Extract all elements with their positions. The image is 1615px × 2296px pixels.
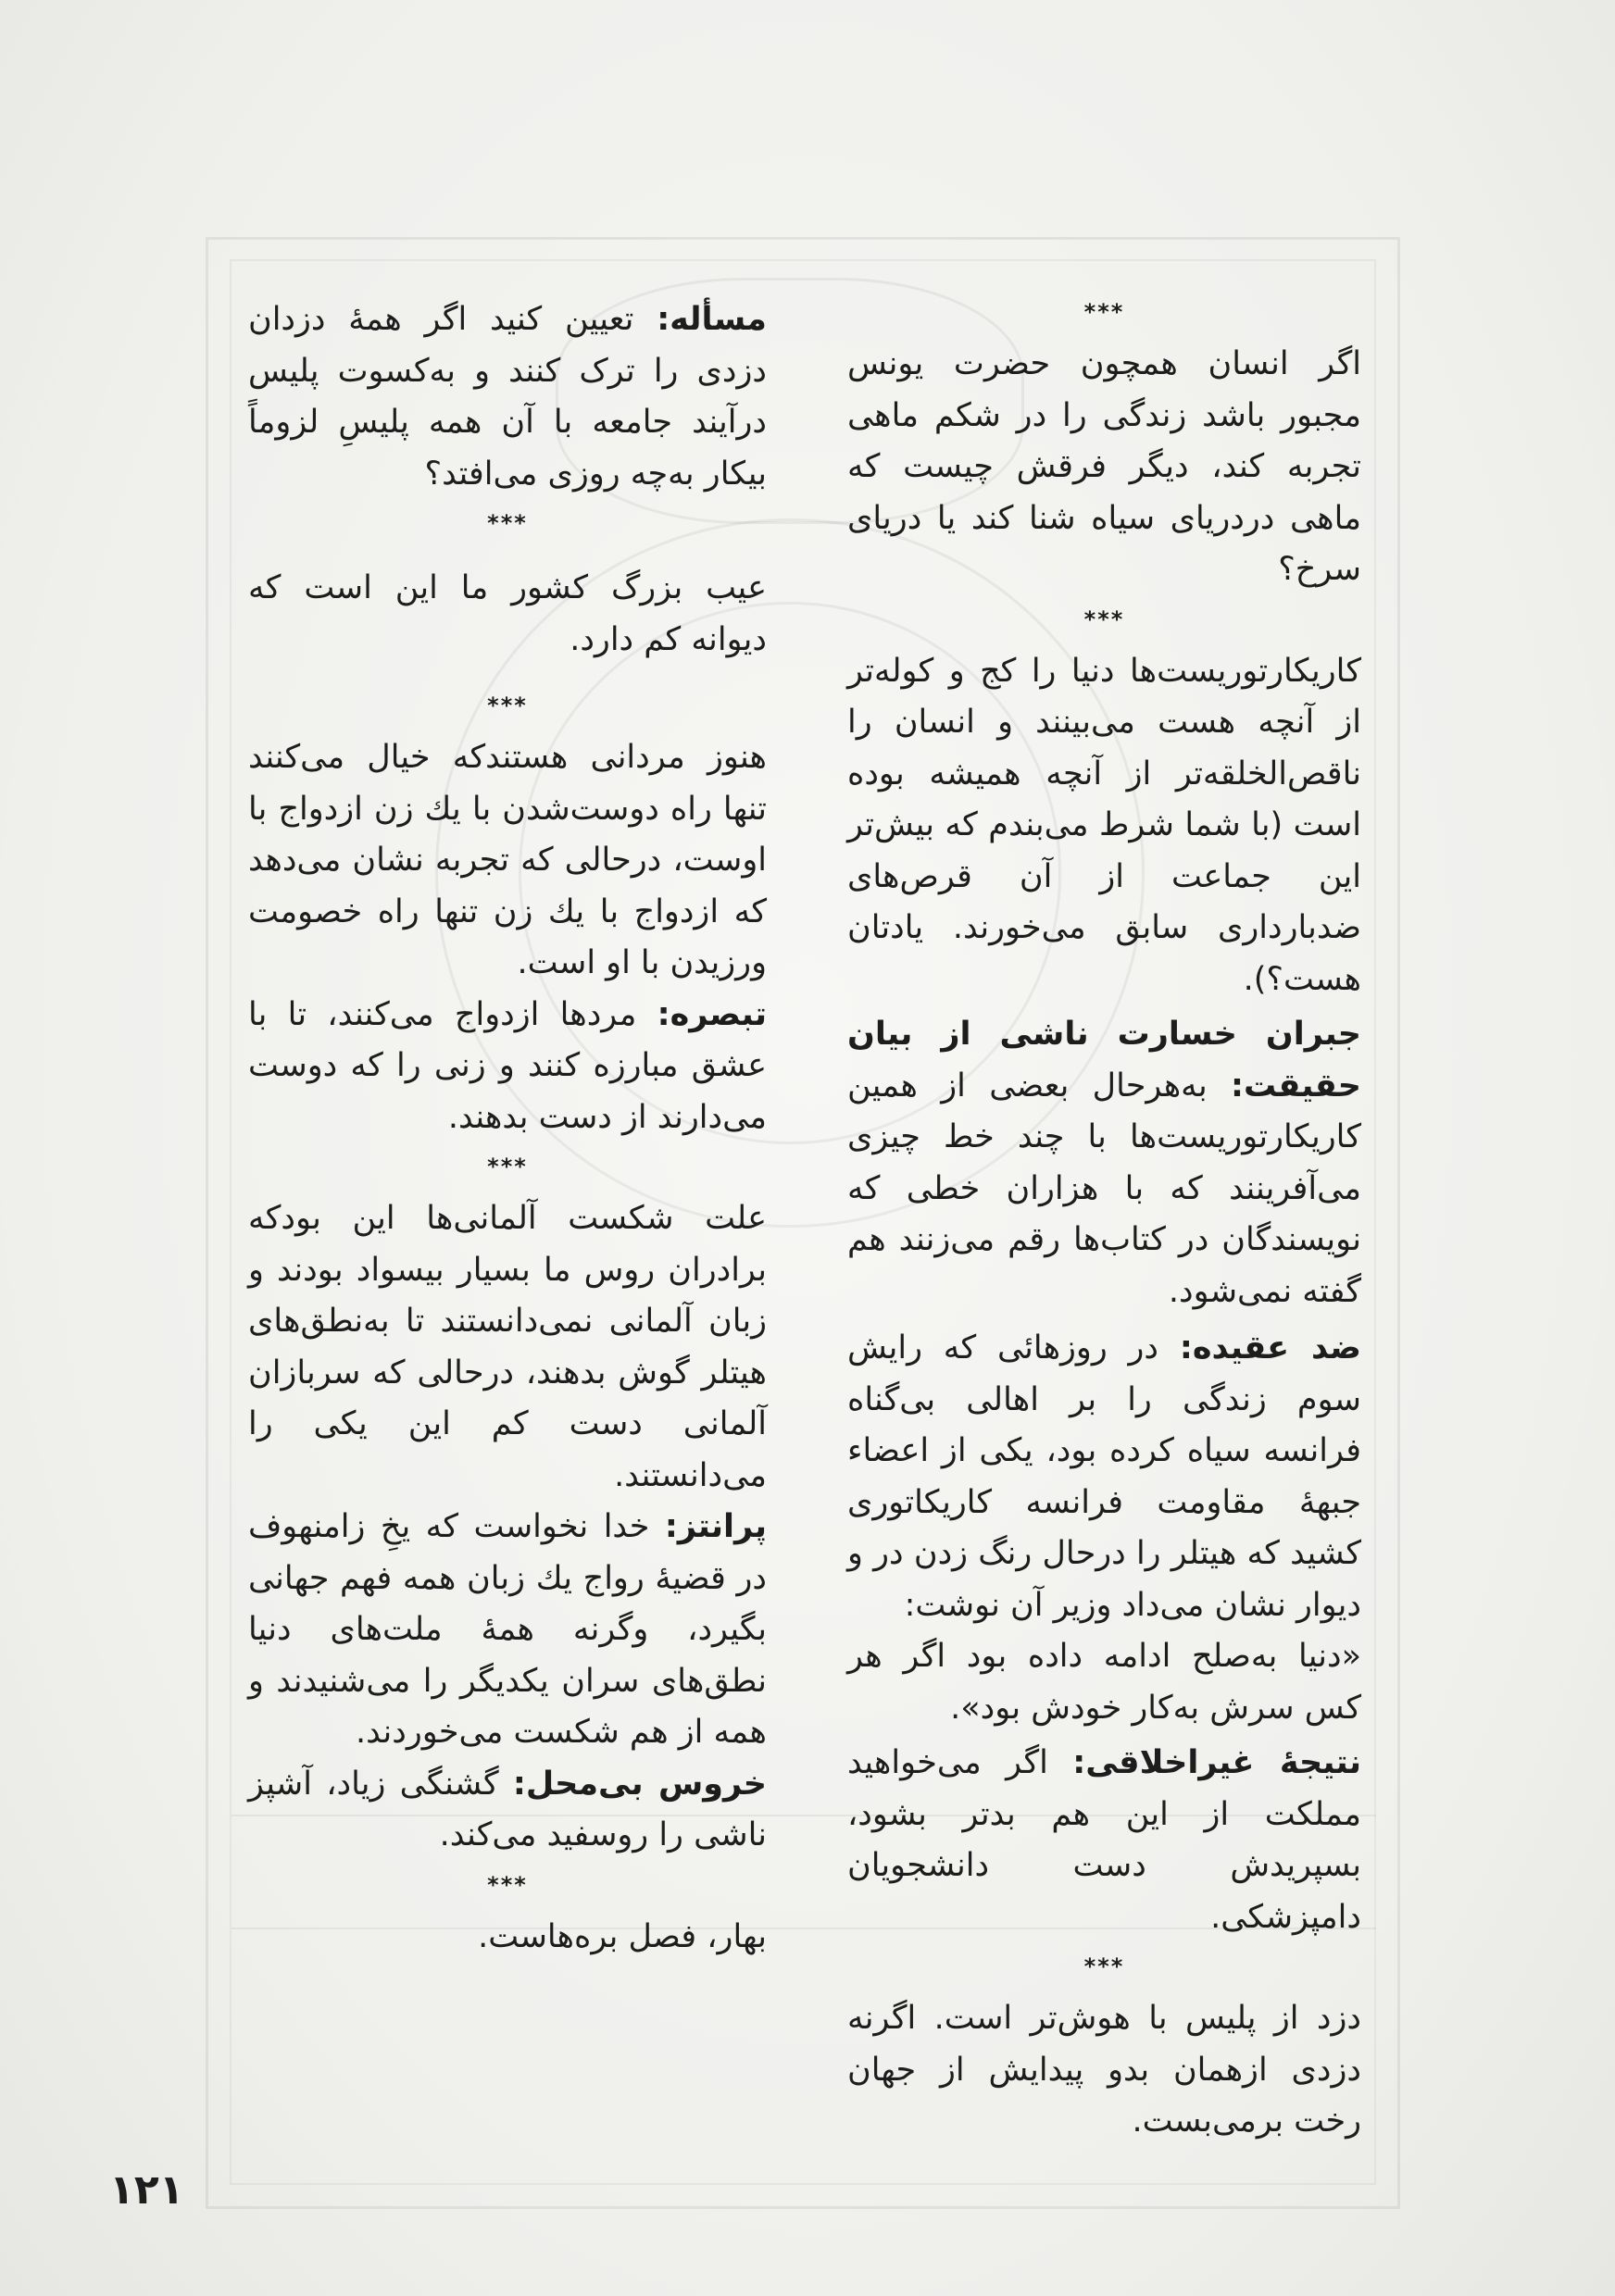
aphorism-heading: ضد عقیده: bbox=[1179, 1329, 1361, 1366]
aphorism-text: مردها ازدواج می‌کنند، تا با عشق مبارزه کنند و زنی را که دوست می‌دارند از دست بدهند. bbox=[248, 995, 767, 1136]
aphorism-heading: پرانتز: bbox=[664, 1508, 767, 1545]
aphorism-paragraph bbox=[847, 1738, 1361, 1943]
quoted-caption: «دنیا به‌صلح ادامه داده بود اگر هر کس سرش به‌کار خودش بود». bbox=[847, 1638, 1361, 1727]
entry-separator: *** bbox=[487, 1154, 528, 1179]
aphorism-paragraph bbox=[248, 1502, 767, 1759]
entry-separator: *** bbox=[1083, 299, 1125, 325]
aphorism-paragraph bbox=[248, 1759, 767, 1862]
aphorism-text: تعیین کنید اگر همۀ دزدان دزدی را ترک کنند و به‌کسوت پلیس درآیند جامعه با آن همه پلیسِ لزوماً بیکار به‌چه روزی می‌افتد؟ bbox=[248, 301, 767, 493]
aphorism-heading: تبصره: bbox=[657, 995, 767, 1033]
aphorism-text: در روزهائی که رایش سوم زندگی را بر اهالی بی‌گناه فرانسه سیاه کرده بود، یکی از اعضاء جبهۀ مقاومت فرانسه کاریکاتوری کشید که هیتلر را درحال رنگ زدن در و دیوار نشان می‌داد وزیر آن نوشت: bbox=[847, 1329, 1361, 1624]
aphorism-heading: خروس بی‌محل: bbox=[512, 1765, 767, 1803]
aphorism-text: علت شکست آلمانی‌ها این بودکه برادران روس ما بسیار بیسواد بودند و زبان آلمانی نمی‌دانستند تا به‌نطق‌های هیتلر گوش بدهند، درحالی که سربازان آلمانی دست کم این یکی را می‌دانستند. bbox=[248, 1200, 767, 1494]
aphorism-text: دزد از پلیس با هوش‌تر است. اگرنه دزدی ازهمان بدو پیدایش از جهان رخت برمی‌بست. bbox=[847, 2000, 1361, 2140]
page-number: ۱۲۱ bbox=[109, 2166, 184, 2214]
aphorism-paragraph bbox=[847, 1009, 1361, 1317]
aphorism-paragraph bbox=[248, 990, 767, 1144]
aphorism-text: عیب بزرگ کشور ما این است که دیوانه کم دارد. bbox=[248, 569, 767, 658]
entry-separator: *** bbox=[1083, 1953, 1125, 1979]
right-column bbox=[847, 289, 1361, 2148]
aphorism-heading: مسأله: bbox=[657, 301, 767, 338]
aphorism-paragraph bbox=[248, 294, 767, 500]
aphorism-text: اگر انسان همچون حضرت یونس مجبور باشد زندگی را در شکم ماهی تجربه کند، دیگر فرقش چیست که ماهی دردریای سیاه شنا کند یا دریای سرخ؟ bbox=[847, 345, 1361, 588]
aphorism-text: خدا نخواست که یخِ زامنهوف در قضیۀ رواج یك زبان همه فهم جهانی بگیرد، وگرنه همۀ ملت‌های دنیا نطق‌های سران یکدیگر را می‌شنیدند و همه از هم شکست می‌خوردند. bbox=[248, 1508, 767, 1751]
aphorism-heading: نتیجۀ غیراخلاقی: bbox=[1072, 1744, 1361, 1781]
aphorism-text: به‌هرحال بعضی از همین کاریکارتوریست‌ها با چند خط چیزی می‌آفرینند که با هزاران خطی که نویسندگان در کتاب‌ها رقم می‌زنند هم گفته نمی‌شود. bbox=[847, 1067, 1361, 1310]
entry-separator: *** bbox=[487, 693, 528, 718]
aphorism-text: اگر می‌خواهید مملکت از این هم بدتر بشود، بسپریدش دست دانشجویان دامپزشکی. bbox=[847, 1744, 1361, 1936]
aphorism-text: کاریکارتوریست‌ها دنیا را کج و کوله‌تر از آنچه هست می‌بینند و انسان را ناقص‌الخلقه‌تر از آنچه همیشه بوده است (با شما شرط می‌بندم که بیش‌تر این جماعت از آن قرص‌های ضدبارداری سابق می‌خورند. یادتان هست؟). bbox=[847, 652, 1361, 998]
aphorism-paragraph bbox=[847, 1323, 1361, 1631]
entry-separator: *** bbox=[487, 510, 528, 536]
entry-separator: *** bbox=[487, 1871, 528, 1898]
left-column bbox=[248, 294, 767, 1963]
aphorism-text: بهار، فصل بره‌هاست. bbox=[478, 1917, 767, 1955]
aphorism-text: هنوز مردانی هستندکه خیال می‌کنند تنها راه دوست‌شدن با یك زن ازدواج با اوست، درحالی که تجربه نشان می‌دهد که ازدواج با یك زن تنها راه خصومت ورزیدن با او است. bbox=[248, 739, 767, 981]
aphorism-heading: جبران خسارت ناشی از بیان حقیقت: bbox=[847, 1016, 1361, 1104]
entry-separator: *** bbox=[1083, 605, 1125, 632]
aphorism-text: گشنگی زیاد، آشپز ناشی را روسفید می‌کند. bbox=[248, 1765, 767, 1853]
